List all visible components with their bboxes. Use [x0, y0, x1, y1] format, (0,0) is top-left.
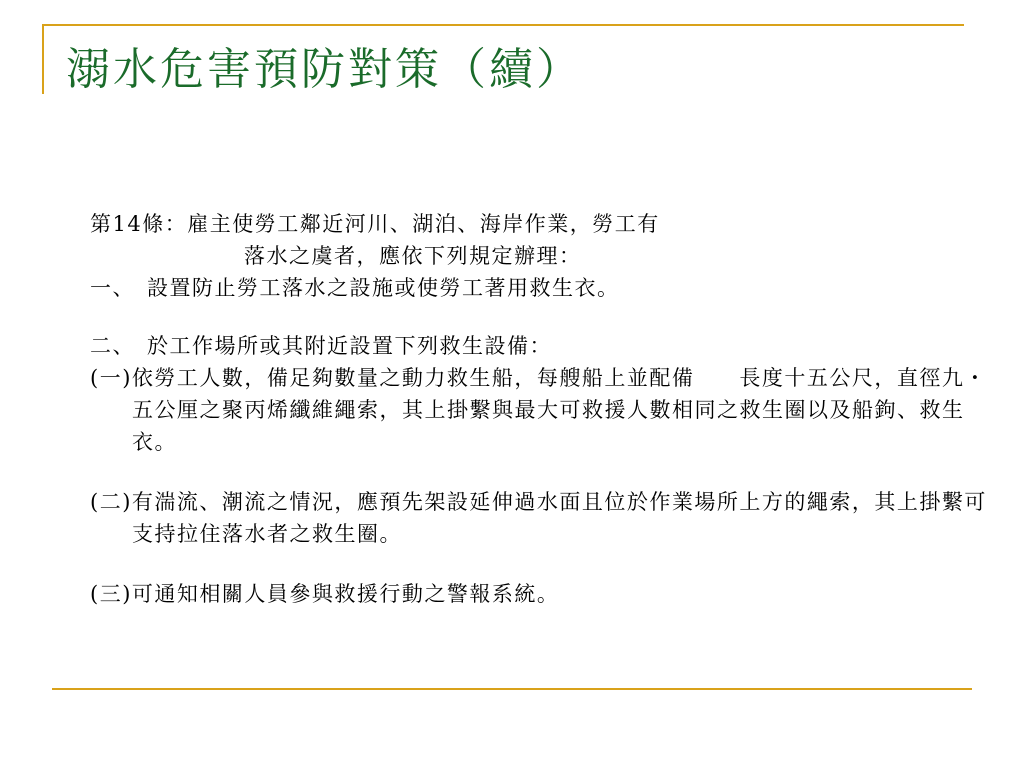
sub-item-3: (三)可通知相關人員參與救援行動之警報系統。 [90, 582, 560, 606]
spacer [90, 458, 1006, 486]
article-heading-line2: 落水之虞者，應依下列規定辦理： [244, 244, 582, 268]
slide-body [90, 208, 1006, 610]
list-item-2: 二、 於工作場所或其附近設置下列救生設備： [90, 334, 552, 358]
sub-item-1: (一)依勞工人數，備足夠數量之動力救生船，每艘船上並配備 長度十五公尺，直徑九・五公厘之聚丙烯纖維繩索，其上掛繫與最大可救援人數相同之救生圈以及船鉤、救生衣。 [90, 366, 987, 454]
slide-title: 溺水危害預防對策（續） [66, 44, 583, 95]
list-item-1: 一、 設置防止勞工落水之設施或使勞工著用救生衣。 [90, 276, 620, 300]
title-top-rule [42, 24, 964, 26]
spacer [90, 304, 1006, 330]
title-left-rule [42, 24, 44, 94]
sub-item-2: (二)有湍流、潮流之情況，應預先架設延伸過水面且位於作業場所上方的繩索，其上掛繫可支持拉住落水者之救生圈。 [90, 490, 987, 546]
bottom-rule [52, 688, 972, 690]
article-heading-line1: 第14條：雇主使勞工鄰近河川、湖泊、海岸作業，勞工有 [90, 212, 660, 236]
spacer [90, 550, 1006, 578]
